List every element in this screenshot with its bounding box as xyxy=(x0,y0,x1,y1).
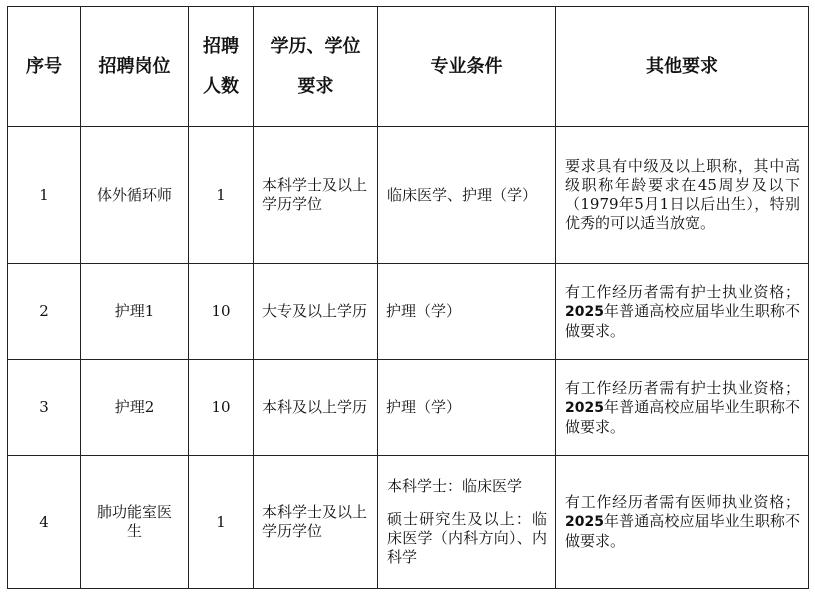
header-education: 学历、学位 要求 xyxy=(254,7,378,127)
cell-position: 护理2 xyxy=(81,360,189,456)
cell-seq: 4 xyxy=(8,456,81,589)
table-row xyxy=(8,264,809,360)
cell-position: 肺功能室医生 xyxy=(81,456,189,589)
other-text-part: 年普通高校应届毕业生职称不做要求。 xyxy=(565,397,800,436)
cell-seq: 1 xyxy=(8,127,81,264)
cell-count: 10 xyxy=(189,264,254,360)
cell-seq: 2 xyxy=(8,264,81,360)
cell-major: 护理（学） xyxy=(378,360,556,456)
header-major: 专业条件 xyxy=(378,7,556,127)
major-line: 本科学士：临床医学 xyxy=(387,477,523,495)
header-seq: 序号 xyxy=(8,7,81,127)
header-other: 其他要求 xyxy=(556,7,809,127)
recruitment-table xyxy=(7,6,809,589)
table-row xyxy=(8,456,809,589)
cell-seq: 3 xyxy=(8,360,81,456)
table-row xyxy=(8,127,809,264)
cell-education: 本科学士及以上学历学位 xyxy=(254,456,378,589)
year-text: 2025 xyxy=(565,514,604,530)
cell-major: 护理（学） xyxy=(378,264,556,360)
table-row xyxy=(8,360,809,456)
cell-other xyxy=(556,264,809,360)
other-text-part: 有工作经历者需有医师执业资格； xyxy=(565,493,800,511)
header-row xyxy=(8,7,809,127)
header-position: 招聘岗位 xyxy=(81,7,189,127)
cell-education: 本科学士及以上学历学位 xyxy=(254,127,378,264)
year-text: 2025 xyxy=(565,399,604,416)
cell-count: 1 xyxy=(189,127,254,264)
other-text-part: 年普通高校应届毕业生职称不做要求。 xyxy=(565,301,800,340)
cell-position: 护理1 xyxy=(81,264,189,360)
cell-major: 临床医学、护理（学） xyxy=(378,127,556,264)
header-count: 招聘 人数 xyxy=(189,7,254,127)
other-text-part: 有工作经历者需有护士执业资格； xyxy=(565,378,800,397)
major-line: 硕士研究生及以上：临床医学（内科方向）、内科学 xyxy=(387,510,547,566)
other-text-part: 年普通高校应届毕业生职称不做要求。 xyxy=(565,512,800,550)
cell-other xyxy=(556,360,809,456)
cell-position: 体外循环师 xyxy=(81,127,189,264)
cell-major xyxy=(378,456,556,589)
cell-other: 要求具有中级及以上职称，其中高级职称年龄要求在45周岁及以下（1979年5月1日以后出生），特别优秀的可以适当放宽。 xyxy=(556,127,809,264)
other-text-part: 有工作经历者需有护士执业资格； xyxy=(565,282,800,301)
cell-count: 10 xyxy=(189,360,254,456)
cell-education: 大专及以上学历 xyxy=(254,264,378,360)
cell-education: 本科及以上学历 xyxy=(254,360,378,456)
cell-count: 1 xyxy=(189,456,254,589)
year-text: 2025 xyxy=(565,303,604,320)
cell-other xyxy=(556,456,809,589)
